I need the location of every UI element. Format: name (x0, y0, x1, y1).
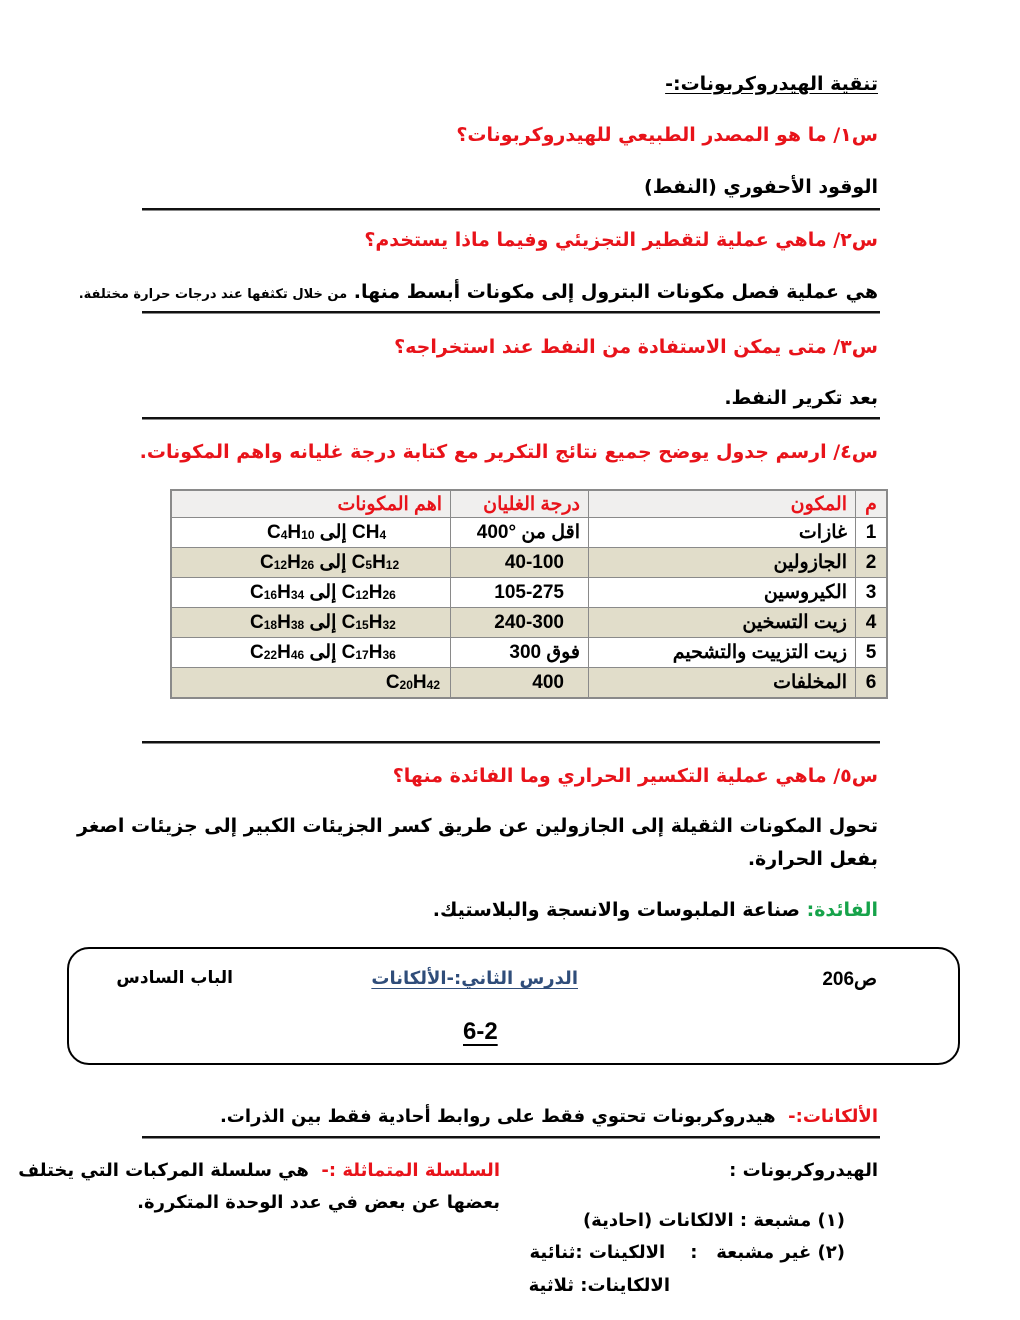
page-number: ص206 (822, 969, 877, 990)
header-boiling-point: درجة الغليان (451, 490, 589, 518)
question-5: س٥/ ماهي عملية التكسير الحراري وما الفائدة منها؟ (392, 765, 878, 787)
sep: إلى (309, 582, 337, 603)
alkanes-text: هيدروكربونات تحتوي فقط على روابط أحادية فقط بين الذرات. (219, 1106, 776, 1127)
cell-num: 4 (856, 608, 888, 638)
lesson-header-box (67, 947, 960, 1065)
cell-compounds: $C_{22}H_{46}$ إلى $C_{17}H_{36}$ (171, 638, 451, 668)
cell-boiling-point: 400 (451, 668, 589, 699)
divider (142, 1136, 880, 1139)
divider (142, 417, 880, 420)
lesson-number: 6-2 (463, 1018, 498, 1045)
question-3: س٣/ متى يمكن الاستفادة من النفط عند استخراجه؟ (394, 336, 878, 358)
question-4: س٤/ ارسم جدول يوضح جميع نتائج التكرير مع كتابة درجة غليانه واهم المكونات. (139, 441, 878, 463)
answer-2-main: هي عملية فصل مكونات البترول إلى مكونات أبسط منها. (353, 281, 878, 303)
hydrocarbons-item-1: (١) مشبعة : الالكانات (احادية) (582, 1210, 845, 1231)
sep: إلى (309, 642, 337, 663)
item-2-colon: : (690, 1242, 698, 1263)
distillation-table (170, 489, 888, 699)
section-title: تنقية الهيدروكربونات:- (665, 73, 878, 95)
item-2-alkenes: الالكينات :ثنائية (529, 1242, 666, 1263)
cell-component: الكيروسين (589, 578, 856, 608)
answer-2 (79, 281, 878, 303)
cell-num: 2 (856, 548, 888, 578)
header-num: م (856, 490, 888, 518)
hydrocarbons-label: الهيدروكربونات : (729, 1160, 878, 1181)
divider (142, 741, 880, 744)
item-2-type: (٢) غير مشبعة (716, 1242, 845, 1263)
cell-compounds: $C_{16}H_{34}$ إلى $C_{12}H_{26}$ (171, 578, 451, 608)
table-row (171, 518, 887, 548)
table-header-row (171, 490, 887, 518)
table-row (171, 668, 887, 699)
answer-5-line1: تحول المكونات الثقيلة إلى الجازولين عن طريق كسر الجزيئات الكبير إلى جزيئات اصغر (77, 815, 878, 837)
cell-num: 6 (856, 668, 888, 699)
cell-boiling-point: 240-300 (451, 608, 589, 638)
alkanes-definition (220, 1106, 878, 1127)
cell-num: 3 (856, 578, 888, 608)
cell-compounds: $C_{20}H_{42}$ (171, 668, 451, 699)
cell-boiling-point: 105-275 (451, 578, 589, 608)
benefit (433, 899, 878, 921)
hydrocarbons-item-3: الالكاينات: ثلاثية (528, 1275, 670, 1296)
sep: إلى (319, 552, 347, 573)
header-main-compounds: اهم المكونات (171, 490, 451, 518)
homologous-text: هي سلسلة المركبات التي يختلف (18, 1160, 309, 1181)
cell-component: غازات (589, 518, 856, 548)
answer-5-line2: بفعل الحرارة. (747, 848, 878, 870)
cell-compounds: $C_{18}H_{38}$ إلى $C_{15}H_{32}$ (171, 608, 451, 638)
divider (142, 208, 880, 211)
divider (142, 311, 880, 314)
sep: إلى (319, 522, 347, 543)
lesson-title: الدرس الثاني:-الألكانات (371, 968, 578, 989)
cell-boiling-point: 40-100 (451, 548, 589, 578)
table-row (171, 578, 887, 608)
question-2: س٢/ ماهي عملية لتقطير التجزيئي وفيما ماذا يستخدم؟ (364, 229, 878, 251)
cell-component: زيت التزييت والتشحيم (589, 638, 856, 668)
cell-component: المخلفات (589, 668, 856, 699)
answer-1: الوقود الأحفوري (النفط) (644, 176, 878, 198)
alkanes-label: الألكانات:- (788, 1106, 878, 1127)
homologous-label: السلسلة المتماثلة :- (321, 1160, 500, 1181)
chapter-label: الباب السادس (116, 968, 233, 988)
cell-boiling-point: فوق 300 (451, 638, 589, 668)
benefit-text: صناعة الملبوسات والانسجة والبلاستيك. (432, 899, 800, 921)
cell-compounds: $C_4H_{10}$ إلى $CH_4$ (171, 518, 451, 548)
answer-2-note: من خلال تكثفها عند درجات حرارة مختلفة. (78, 287, 348, 302)
cell-num: 1 (856, 518, 888, 548)
header-component: المكون (589, 490, 856, 518)
hydrocarbons-item-2 (529, 1242, 845, 1263)
benefit-label: الفائدة: (806, 899, 878, 921)
table-row (171, 638, 887, 668)
question-1: س١/ ما هو المصدر الطبيعي للهيدروكربونات؟ (456, 124, 878, 146)
cell-boiling-point: اقل من °400 (451, 518, 589, 548)
table-row (171, 548, 887, 578)
answer-3: بعد تكرير النفط. (724, 387, 878, 409)
cell-component: الجازولين (589, 548, 856, 578)
homologous-line-1 (18, 1160, 500, 1181)
table-row (171, 608, 887, 638)
cell-component: زيت التسخين (589, 608, 856, 638)
cell-compounds: $C_{12}H_{26}$ إلى $C_5H_{12}$ (171, 548, 451, 578)
homologous-line-2: بعضها عن بعض في عدد الوحدة المتكررة. (137, 1192, 500, 1213)
sep: إلى (309, 612, 337, 633)
cell-num: 5 (856, 638, 888, 668)
